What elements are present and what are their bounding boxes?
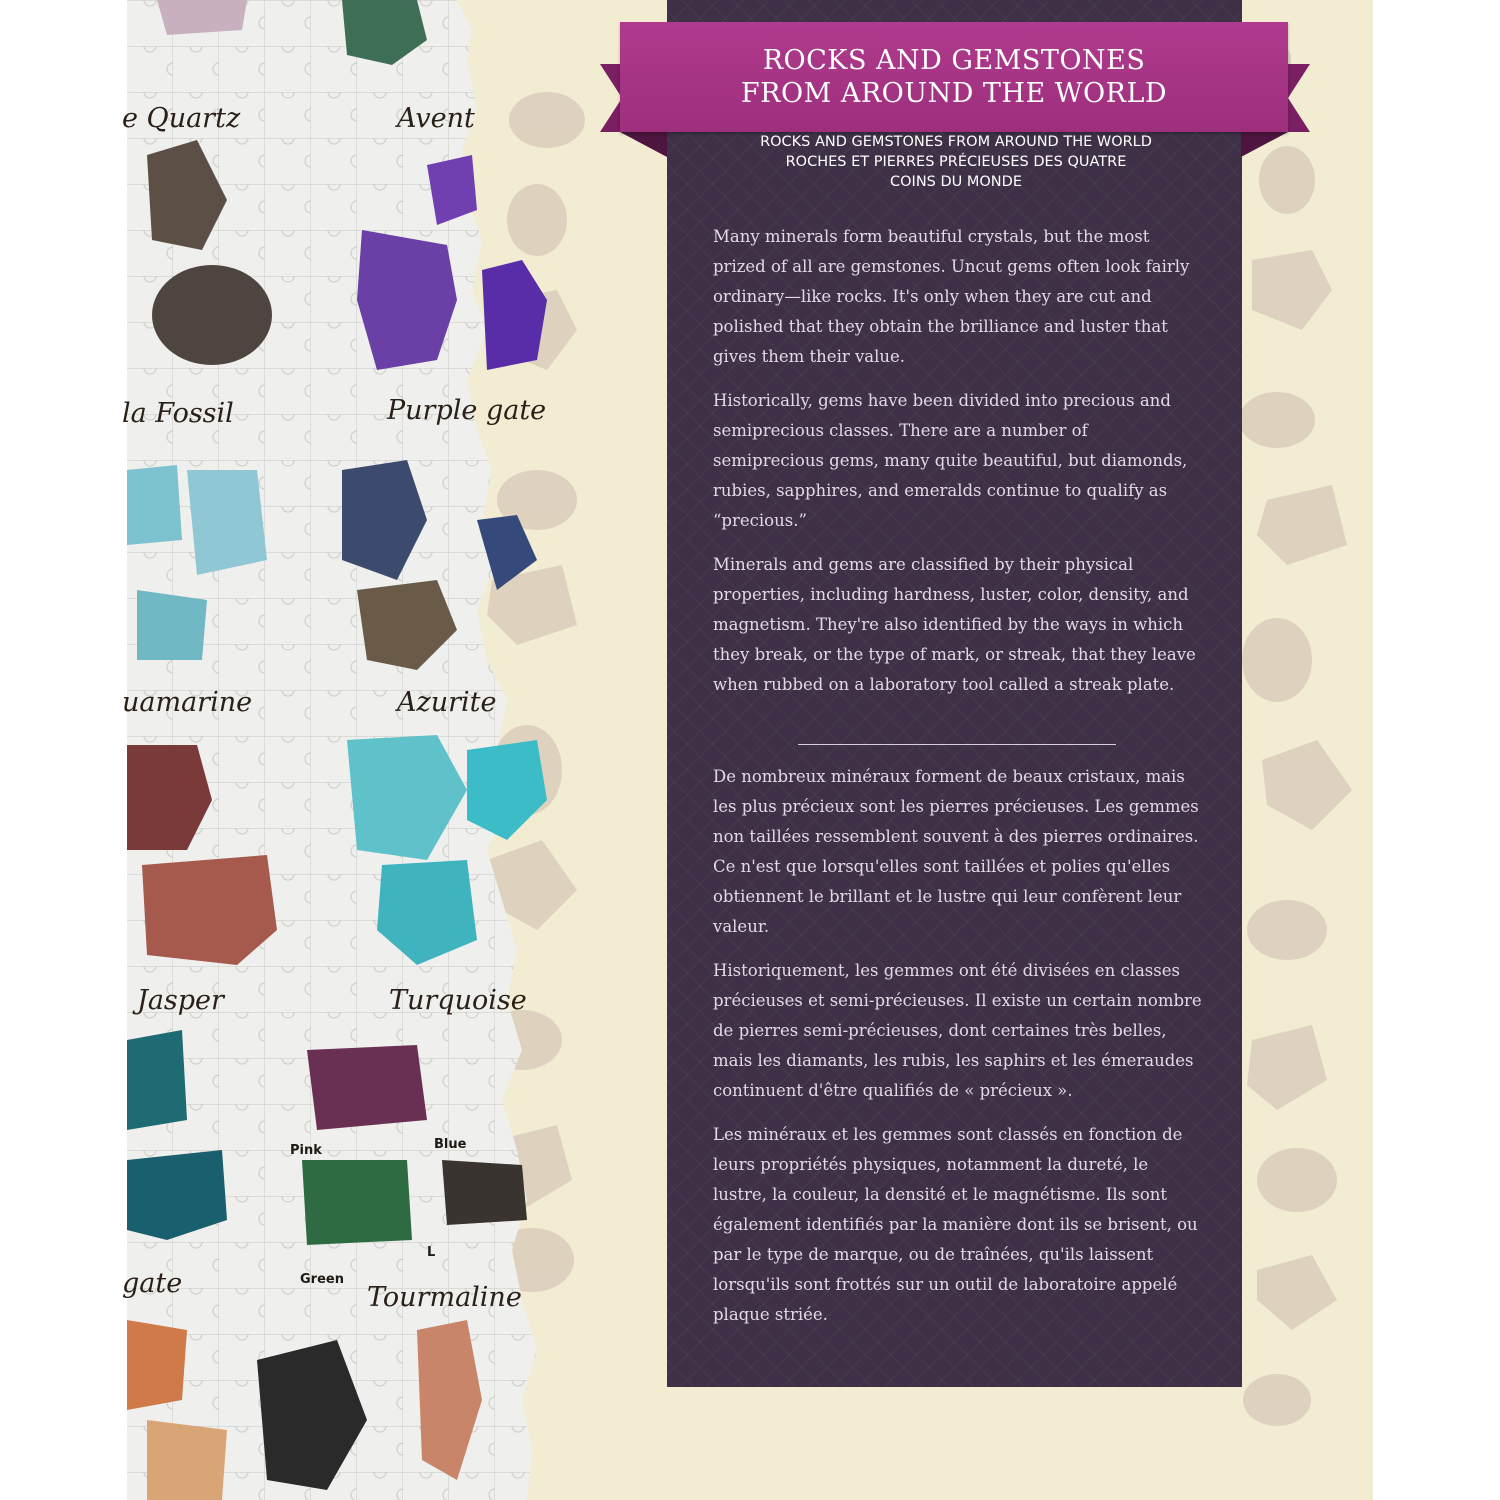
french-paragraph-3: Les minéraux et les gemmes sont classés en fonction de leurs propriétés physiques, notamment la dureté, le lustre, la couleur, la densité et le magnétisme. Ils sont également identifiés par la manière dont ils se brisent, ou par le type de marque, ou de traînées, qu'ils laissent lorsqu'ils sont frottés sur un outil de laboratoire appelé plaque striée. [713,1125,1198,1324]
label-pink: Pink [290,1143,322,1158]
label-agate: gate [122,1268,183,1299]
label-aventurine: Avent [397,103,475,134]
language-divider [798,744,1116,745]
english-paragraph-3: Minerals and gems are classified by their physical properties, including hardness, luster, color, density, and magnetism. They're also identified by the ways in which they break, or the type of mark, or streak, that they leave when rubbed on a laboratory tool called a streak plate. [713,555,1196,694]
banner-title-line2: FROM AROUND THE WORLD [740,78,1168,109]
french-paragraph-2: Historiquement, les gemmes ont été divisées en classes précieuses et semi-précieuses. Il existe un certain nombre de pierres semi-précieuses, dont certaines très belles, mais les diamants, les rubis, les saphirs et les émeraudes continuent d'être qualifiés de « précieux ». [713,961,1202,1100]
subtitle [700,132,1212,192]
label-green: Green [300,1272,344,1287]
english-paragraph-2: Historically, gems have been divided into precious and semiprecious classes. There are a number of semiprecious gems, many quite beautiful, but diamonds, rubies, sapphires, and emeralds continue to qualify as “precious.” [713,391,1188,530]
label-turquoise: Turquoise [389,985,527,1016]
label-jasper: Jasper [137,985,224,1016]
puzzle-artwork [122,0,602,1500]
label-blue: Blue [434,1137,467,1152]
label-purple-agate: Purple gate [387,395,547,426]
banner-title-line1: ROCKS AND GEMSTONES [762,45,1146,76]
english-text [713,222,1203,714]
label-tourmaline: Tourmaline [367,1282,522,1313]
label-aquamarine: uamarine [122,687,253,718]
subtitle-french-line1: ROCHES ET PIERRES PRÉCIEUSES DES QUATRE [785,154,1127,170]
english-paragraph-1: Many minerals form beautiful crystals, but the most prized of all are gemstones. Uncut gems often look fairly ordinary—like rocks. It's only when they are cut and polished that they obtain the brilliance and luster that gives them their value. [713,227,1190,366]
french-text [713,762,1203,1344]
puzzle-board [127,0,602,1500]
subtitle-english: ROCKS AND GEMSTONES FROM AROUND THE WORLD [760,134,1152,150]
subtitle-french-line2: COINS DU MONDE [890,174,1022,190]
label-fossil: la Fossil [122,398,234,429]
banner-face [620,22,1288,132]
french-paragraph-1: De nombreux minéraux forment de beaux cristaux, mais les plus précieux sont les pierres précieuses. Les gemmes non taillées ressemblent souvent à des pierres ordinaires. Ce n'est que lorsqu'elles sont taillées et polies qu'elles obtiennent le brillant et le lustre qui leur confèrent leur valeur. [713,767,1199,936]
label-azurite: Azurite [397,687,497,718]
label-l: L [427,1245,436,1260]
label-quartz: e Quartz [122,103,241,134]
